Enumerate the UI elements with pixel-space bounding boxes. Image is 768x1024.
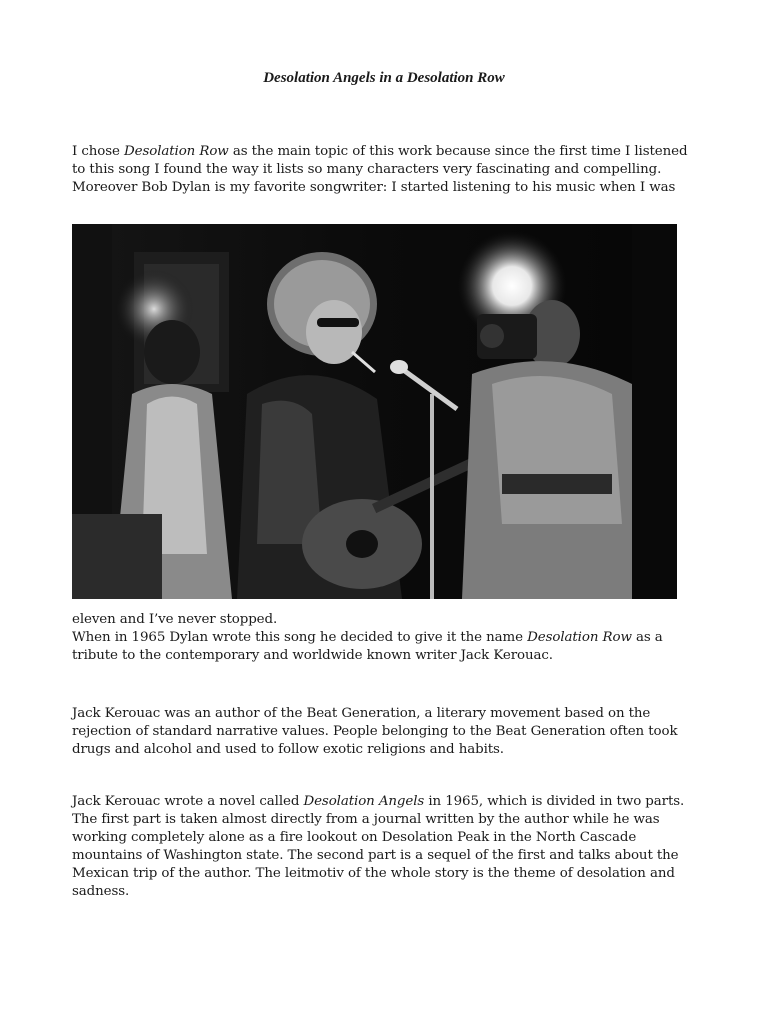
paragraph-novel-text-a: Jack Kerouac wrote a novel called <box>72 794 304 809</box>
paragraph-intro-text-b: as the main topic of this work because since the first time I listened to this song I found the way it lists so many characters very fascinating and compelling. Moreover Bob Dylan is my favorite songwriter: I started listening to his music when I was <box>72 144 688 195</box>
paragraph-intro <box>72 143 702 197</box>
song-title-emphasis: Desolation Row <box>124 144 229 159</box>
paragraph-tribute-text-b: as a tribute to the contemporary and worldwide known writer Jack Kerouac. <box>72 630 663 663</box>
song-title-emphasis-2: Desolation Row <box>527 630 632 645</box>
dylan-photo <box>72 224 677 599</box>
paragraph-tribute-line1: eleven and I’ve never stopped. <box>72 612 278 627</box>
paragraph-beat-generation: Jack Kerouac was an author of the Beat Generation, a literary movement based on the rejection of standard narrative values. People belonging to the Beat Generation often took drugs and alcohol and used to follow exotic religions and habits. <box>72 706 678 757</box>
paragraph-tribute-text-a: When in 1965 Dylan wrote this song he decided to give it the name <box>72 630 528 645</box>
paragraph-novel-text-b: in 1965, which is divided in two parts. The first part is taken almost directly from a journal written by the author while he was working completely alone as a fire lookout on Desolation Peak in the North Cascade mountains of Washington state. The second part is a sequel of the first and talks about the Mexican trip of the author. The leitmotiv of the whole story is the theme of desolation and sadness. <box>72 794 685 899</box>
paragraph-tribute <box>72 611 702 665</box>
dylan-photo-illustration <box>72 224 677 599</box>
paragraph-intro-text-a: I chose <box>72 144 124 159</box>
document-title: Desolation Angels in a Desolation Row <box>263 70 505 86</box>
novel-title-emphasis: Desolation Angels <box>303 794 425 809</box>
paragraph-novel <box>72 793 702 901</box>
